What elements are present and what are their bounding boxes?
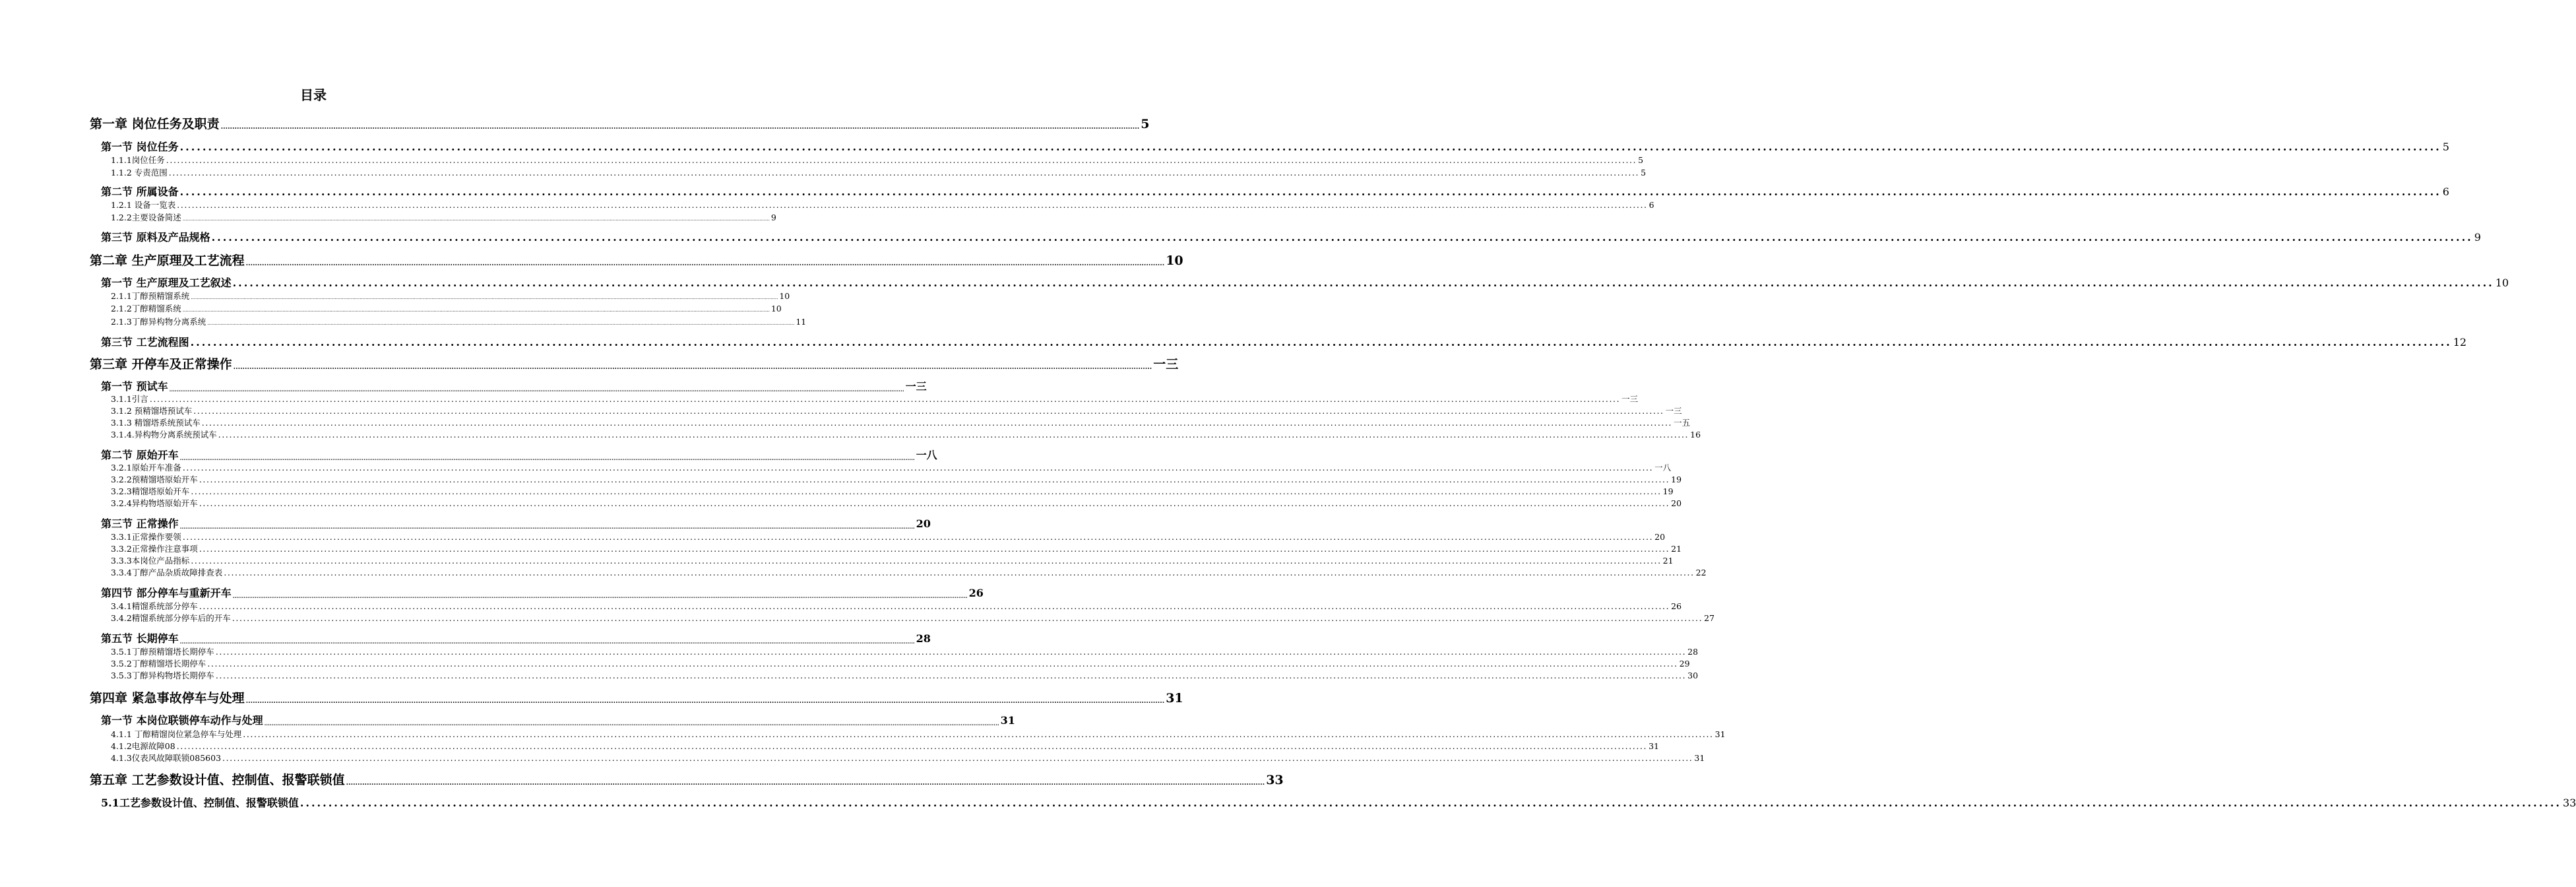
dot-leader: ................................................................................................................................................................................................................................................................................................................................................................................................................ (199, 498, 1670, 508)
toc-entry-page: 一三 (905, 380, 927, 393)
toc-entry-text: 3.3.3本岗位产品指标 (111, 556, 190, 566)
dot-leader: ................................................................................................................................................................................................................................................................................................................................................................................................................ (179, 455, 915, 461)
toc-entry-text: 第一节 岗位任务 (101, 141, 179, 153)
toc-entry-text: 1.2.1 设备一览表 (111, 200, 176, 210)
toc-entry-page: 6 (2442, 185, 2449, 198)
toc-entry-text: 4.1.1 丁醇精馏岗位紧急停车与处理 (111, 729, 242, 739)
toc-entry-subsection[interactable] (111, 568, 1707, 578)
toc-entry-page: 一三 (1621, 394, 1639, 404)
dot-leader: ................................................................................................................................................................................................................................................................................................................................................................................................................ (176, 741, 1648, 751)
toc-entry-page: 16 (1690, 430, 1701, 440)
toc-entry-text: 4.1.3仪表风故障联锁085603 (111, 753, 222, 763)
toc-entry-page: 30 (1687, 671, 1699, 680)
dot-leader: ................................................................................................................................................................................................................................................................................................................................................................................................................ (149, 394, 1621, 404)
toc-entry-page: 21 (1671, 544, 1682, 554)
dot-leader: ................................................................................................................................................................................................................................................................................................................................................................................................................ (232, 613, 1703, 623)
toc-entry-text: 第一节 预试车 (101, 380, 168, 393)
toc-entry-text: 3.5.1丁醇预精馏塔长期停车 (111, 647, 214, 657)
toc-entry-text: 1.1.2 专责范围 (111, 168, 168, 178)
toc-entry-text: 第三节 正常操作 (101, 517, 179, 530)
toc-entry-page: 一三 (1665, 406, 1682, 416)
toc-entry-page: 31 (1649, 741, 1659, 751)
toc-entry-page: 29 (1679, 659, 1690, 669)
toc-title: 目录 (300, 87, 327, 103)
toc-entry-text: 4.1.2电源故障08 (111, 741, 175, 751)
toc-entry-page: 5 (2442, 141, 2449, 153)
dot-leader: ................................................................................................................................................................................................................................................................................................................................................................................................................ (346, 779, 1265, 787)
toc-entry-page: 28 (916, 632, 931, 645)
toc-entry-section[interactable] (101, 517, 931, 531)
toc-entry-section[interactable] (101, 277, 2509, 290)
toc-entry-chapter-1[interactable] (90, 116, 1150, 132)
toc-entry-text: 3.2.4异构物塔原始开车 (111, 498, 198, 508)
toc-entry-text: 3.2.1原始开车准备 (111, 463, 181, 473)
toc-entry-text: 第四节 部分停车与重新开车 (101, 587, 232, 599)
dot-leader: ................................................................................................................................................................................................................................................................................................................................................................................................................ (207, 321, 795, 326)
toc-entry-text: 2.1.1丁醇预精馏系统 (111, 291, 190, 301)
toc-entry-section[interactable] (101, 587, 984, 600)
dot-leader: ................................................................................................................................................................................................................................................................................................................................................................................................................ (182, 532, 1654, 542)
dot-leader: ................................................................................................................................................................................................................................................................................................................................................................................................................ (222, 753, 1693, 763)
toc-entry-page: 26 (1671, 601, 1682, 611)
dot-leader: ................................................................................................................................................................................................................................................................................................................................................................................................................ (193, 406, 1664, 416)
toc-entry-subsection[interactable] (111, 430, 1701, 440)
toc-entry-subsection[interactable] (111, 200, 1654, 211)
dot-leader: ................................................................................................................................................................................................................................................................................................................................................................................................................ (243, 729, 1714, 739)
toc-entry-page: 19 (1671, 475, 1682, 484)
toc-entry-page: 31 (1166, 691, 1183, 706)
toc-entry-text: 1.1.1岗位任务 (111, 155, 165, 165)
toc-entry-section[interactable] (101, 449, 937, 462)
toc-entry-page: 31 (1714, 729, 1726, 739)
toc-entry-section[interactable] (101, 231, 2481, 244)
toc-entry-text: 第二节 所属设备 (101, 185, 179, 198)
toc-entry-subsection[interactable] (111, 556, 1674, 566)
toc-entry-chapter-3[interactable] (90, 356, 1179, 372)
toc-entry-text: 第一节 生产原理及工艺叙述 (101, 277, 232, 289)
toc-entry-subsection[interactable] (111, 647, 1699, 657)
dot-leader: ................................................................................................................................................................................................................................................................................................................................................................................................................ (245, 698, 1165, 705)
toc-entry-text: 3.3.1正常操作要领 (111, 532, 181, 542)
dot-leader: ................................................................................................................................................................................................................................................................................................................................................................................................................ (182, 308, 770, 313)
toc-entry-text: 3.5.3丁醇异构物塔长期停车 (111, 671, 214, 680)
dot-leader: ................................................................................................................................................................................................................................................................................................................................................................................................................ (169, 386, 904, 393)
toc-entry-text: 第五章 工艺参数设计值、控制值、报警联锁值 (90, 773, 345, 787)
toc-entry-subsection[interactable] (111, 394, 1639, 405)
toc-entry-page: 20 (1671, 498, 1682, 508)
toc-entry-text: 3.1.3 精馏塔系统预试车 (111, 418, 201, 428)
toc-entry-page: 5 (1141, 117, 1150, 131)
toc-entry-page: 20 (916, 517, 931, 530)
toc-entry-subsection[interactable] (111, 532, 1666, 542)
toc-entry-page: 一八 (1654, 463, 1672, 473)
toc-entry-subsection[interactable] (111, 304, 782, 314)
dot-leader: ................................................................................................................................................................................................................................................................................................................................................................................................................ (215, 671, 1687, 680)
toc-entry-text: 3.1.2 预精馏塔预试车 (111, 406, 193, 416)
toc-entry-subsection[interactable] (111, 463, 1672, 473)
dot-leader: ................................................................................................................................................................................................................................................................................................................................................................................................................ (166, 155, 1637, 165)
toc-entry-text: 2.1.2丁醇精馏系统 (111, 304, 181, 313)
toc-entry-page: 31 (1000, 714, 1015, 727)
toc-entry-text: 第一节 本岗位联锁停车动作与处理 (101, 714, 263, 727)
dot-leader: ................................................................................................................................................................................................................................................................................................................................................................................................................ (179, 523, 915, 530)
toc-entry-subsection[interactable] (111, 741, 1659, 752)
dot-leader: ................................................................................................................................................................................................................................................................................................................................................................................................................ (207, 659, 1678, 669)
toc-entry-page: 10 (1166, 253, 1183, 268)
toc-entry-text: 1.2.2主要设备简述 (111, 213, 181, 222)
toc-entry-page: 一三 (1153, 357, 1179, 372)
toc-entry-subsection[interactable] (111, 498, 1682, 509)
dot-leader: ................................................................................................................................................................................................................................................................................................................................................................................................................ (264, 720, 999, 727)
toc-entry-subsection[interactable] (111, 291, 790, 302)
toc-entry-page: 9 (2474, 231, 2481, 244)
dot-leader: ................................................................................................................................................................................................................................................................................................................................................................................................................ (182, 463, 1654, 473)
toc-entry-page: 33 (2562, 797, 2576, 809)
toc-entry-page: 31 (1694, 753, 1705, 763)
toc-entry-page: 19 (1662, 486, 1674, 496)
dot-leader: ................................................................................................................................................................................................................................................................................................................................................................................................................ (191, 556, 1662, 566)
dot-leader: ................................................................................................................................................................................................................................................................................................................................................................................................................ (232, 593, 968, 599)
toc-entry-page: 26 (968, 587, 984, 599)
dot-leader: ................................................................................................................................................................................................................................................................................................................................................................................................................ (211, 231, 2473, 244)
toc-entry-subsection[interactable] (111, 601, 1682, 612)
dot-leader: ................................................................................................................................................................................................................................................................................................................................................................................................................ (182, 216, 770, 222)
toc-entry-text: 第三节 原料及产品规格 (101, 231, 210, 244)
toc-entry-section[interactable] (101, 185, 2449, 199)
toc-entry-chapter-2[interactable] (90, 253, 1183, 269)
dot-leader: ................................................................................................................................................................................................................................................................................................................................................................................................................ (177, 200, 1648, 210)
toc-entry-page: 10 (2495, 277, 2509, 289)
toc-entry-text: 第一章 岗位任务及职责 (90, 117, 220, 131)
toc-entry-text: 3.2.3精馏塔原始开车 (111, 486, 190, 496)
dot-leader: ................................................................................................................................................................................................................................................................................................................................................................................................................ (245, 260, 1165, 267)
toc-entry-page: 28 (1687, 647, 1699, 657)
toc-entry-page: 5 (1641, 168, 1647, 178)
dot-leader: ................................................................................................................................................................................................................................................................................................................................................................................................................ (218, 430, 1689, 440)
dot-leader: ................................................................................................................................................................................................................................................................................................................................................................................................................ (199, 475, 1670, 484)
toc-entry-subsection[interactable] (111, 475, 1682, 485)
toc-entry-chapter-5[interactable] (90, 772, 1284, 788)
toc-entry-text: 3.4.1精馏系统部分停车 (111, 601, 198, 611)
toc-entry-page: 12 (2453, 336, 2467, 348)
toc-entry-page: 22 (1695, 568, 1707, 577)
toc-entry-text: 第二节 原始开车 (101, 449, 179, 461)
dot-leader: ................................................................................................................................................................................................................................................................................................................................................................................................................ (224, 568, 1695, 577)
toc-entry-text: 2.1.3丁醇异构物分离系统 (111, 317, 206, 327)
toc-entry-text: 3.3.2正常操作注意事项 (111, 544, 198, 554)
toc-entry-section[interactable] (101, 632, 931, 645)
toc-entry-page: 5 (1638, 155, 1644, 165)
toc-entry-section[interactable] (101, 380, 927, 393)
toc-entry-subsection[interactable] (111, 155, 1644, 166)
toc-entry-subsection[interactable] (111, 317, 807, 327)
toc-entry-text: 第三章 开停车及正常操作 (90, 357, 232, 372)
dot-leader: ................................................................................................................................................................................................................................................................................................................................................................................................................ (179, 185, 2441, 198)
toc-entry-page: 6 (1649, 200, 1654, 210)
toc-entry-page: 20 (1654, 532, 1666, 542)
toc-entry-text: 5.1工艺参数设计值、控制值、报警联锁值 (101, 797, 299, 809)
toc-entry-subsection[interactable] (111, 729, 1726, 740)
toc-entry-section[interactable] (101, 141, 2449, 154)
toc-entry-subsection[interactable] (111, 659, 1690, 669)
toc-entry-text: 第四章 紧急事故停车与处理 (90, 691, 245, 706)
toc-entry-section[interactable] (101, 797, 2576, 810)
toc-entry-page: 10 (779, 291, 790, 301)
toc-entry-text: 第二章 生产原理及工艺流程 (90, 253, 245, 268)
toc-entry-page: 21 (1662, 556, 1674, 566)
toc-entry-subsection[interactable] (111, 168, 1647, 178)
dot-leader: ................................................................................................................................................................................................................................................................................................................................................................................................................ (199, 544, 1670, 554)
toc-entry-text: 3.4.2精馏系统部分停车后的开车 (111, 613, 231, 623)
toc-entry-subsection[interactable] (111, 406, 1682, 416)
dot-leader: ................................................................................................................................................................................................................................................................................................................................................................................................................ (191, 295, 778, 300)
toc-entry-subsection[interactable] (111, 671, 1699, 681)
dot-leader: ................................................................................................................................................................................................................................................................................................................................................................................................................ (299, 797, 2561, 809)
toc-entry-subsection[interactable] (111, 486, 1674, 497)
toc-entry-page: 一八 (916, 449, 937, 461)
toc-entry-text: 第五节 长期停车 (101, 632, 179, 645)
toc-entry-text: 3.2.2预精馏塔原始开车 (111, 475, 198, 484)
dot-leader: ................................................................................................................................................................................................................................................................................................................................................................................................................ (179, 141, 2441, 153)
dot-leader: ................................................................................................................................................................................................................................................................................................................................................................................................................ (191, 486, 1662, 496)
toc-entry-text: 3.1.4.异构物分离系统预试车 (111, 430, 217, 440)
dot-leader: ................................................................................................................................................................................................................................................................................................................................................................................................................ (220, 123, 1140, 131)
toc-entry-text: 3.3.4丁醇产品杂质故障排查表 (111, 568, 223, 577)
dot-leader: ................................................................................................................................................................................................................................................................................................................................................................................................................ (199, 601, 1670, 611)
toc-entry-subsection[interactable] (111, 753, 1705, 764)
toc-entry-page: 9 (770, 213, 776, 222)
toc-entry-subsection[interactable] (111, 418, 1691, 428)
toc-entry-page: 33 (1266, 773, 1284, 787)
toc-entry-text: 3.1.1引言 (111, 394, 148, 404)
toc-entry-page: 11 (796, 317, 807, 327)
dot-leader: ................................................................................................................................................................................................................................................................................................................................................................................................................ (179, 638, 915, 645)
dot-leader: ................................................................................................................................................................................................................................................................................................................................................................................................................ (215, 647, 1687, 657)
dot-leader: ................................................................................................................................................................................................................................................................................................................................................................................................................ (168, 168, 1640, 178)
toc-entry-subsection[interactable] (111, 613, 1715, 624)
toc-entry-text: 第三节 工艺流程图 (101, 336, 189, 348)
toc-entry-page: 10 (770, 304, 782, 313)
toc-entry-subsection[interactable] (111, 544, 1682, 554)
toc-entry-page: 27 (1704, 613, 1715, 623)
toc-entry-text: 3.5.2丁醇精馏塔长期停车 (111, 659, 206, 669)
toc-entry-section[interactable] (101, 714, 1015, 727)
toc-entry-chapter-4[interactable] (90, 690, 1183, 706)
dot-leader: ................................................................................................................................................................................................................................................................................................................................................................................................................ (190, 336, 2452, 348)
toc-entry-subsection[interactable] (111, 213, 776, 223)
dot-leader: ................................................................................................................................................................................................................................................................................................................................................................................................................ (232, 277, 2494, 289)
dot-leader: ................................................................................................................................................................................................................................................................................................................................................................................................................ (233, 364, 1152, 371)
toc-entry-section[interactable] (101, 336, 2467, 349)
dot-leader: ................................................................................................................................................................................................................................................................................................................................................................................................................ (201, 418, 1673, 428)
toc-entry-page: 一五 (1674, 418, 1691, 428)
